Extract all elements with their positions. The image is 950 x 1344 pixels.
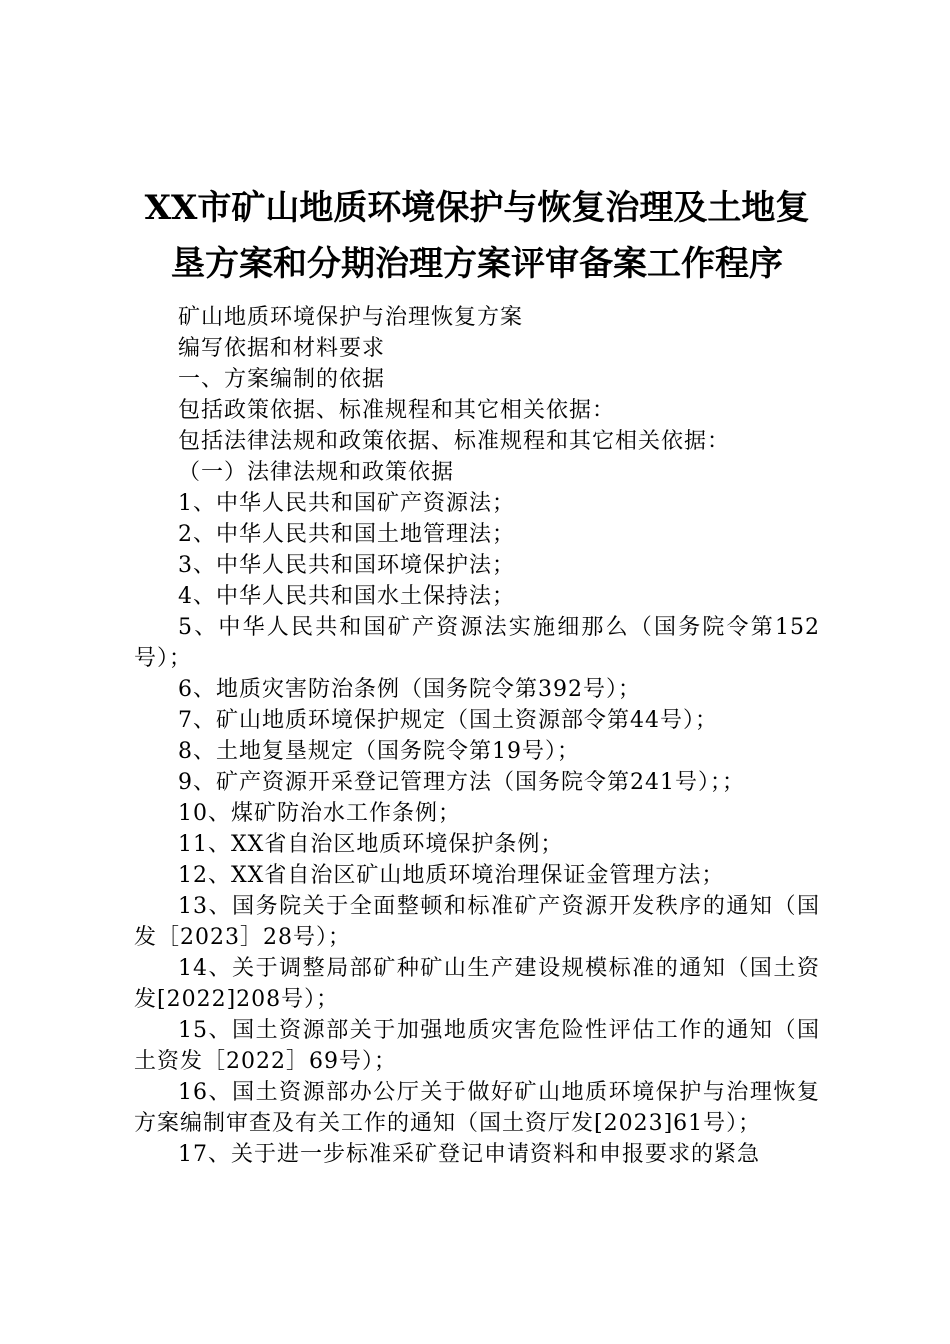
list-item: 13、国务院关于全面整顿和标准矿产资源开发秩序的通知（国发［2023］28号）； xyxy=(134,894,820,950)
list-item: 8、土地复垦规定（国务院令第19号）； xyxy=(178,739,580,764)
document-body xyxy=(134,302,820,1170)
list-item: 14、关于调整局部矿种矿山生产建设规模标准的通知（国土资发[2022]208号）； xyxy=(134,956,820,1012)
list-item: 16、国土资源部办公厅关于做好矿山地质环境保护与治理恢复方案编制审查及有关工作的通知（国土资厅发[2023]61号）； xyxy=(134,1080,820,1136)
list-item: 12、XX省自治区矿山地质环境治理保证金管理方法； xyxy=(178,863,725,888)
list-item: 2、中华人民共和国土地管理法； xyxy=(178,522,515,547)
list-item: 10、煤矿防治水工作条例； xyxy=(178,801,461,826)
list-item: 15、国土资源部关于加强地质灾害危险性评估工作的通知（国土资发［2022］69号）； xyxy=(134,1018,820,1074)
list-item: 17、关于进一步标准采矿登记申请资料和申报要求的紧急 xyxy=(178,1142,760,1167)
subsection-heading: （一）法律法规和政策依据 xyxy=(178,460,455,485)
paragraph-heading-2: 编写依据和材料要求 xyxy=(178,336,386,361)
title-line-1: XX市矿山地质环境保护与恢复治理及土地复 xyxy=(144,188,810,228)
title-line-2: 垦方案和分期治理方案评审备案工作程序 xyxy=(171,244,783,284)
list-item: 4、中华人民共和国水土保持法； xyxy=(178,584,515,609)
list-item: 5、中华人民共和国矿产资源法实施细那么（国务院令第152号）； xyxy=(134,615,820,671)
document-title xyxy=(134,180,820,292)
paragraph-heading-1: 矿山地质环境保护与治理恢复方案 xyxy=(178,305,524,330)
paragraph: 包括法律法规和政策依据、标准规程和其它相关依据： xyxy=(178,429,731,454)
list-item: 7、矿山地质环境保护规定（国土资源部令第44号）； xyxy=(178,708,718,733)
list-item: 9、矿产资源开采登记管理方法（国务院令第241号）；； xyxy=(178,770,745,795)
section-heading: 一、方案编制的依据 xyxy=(178,367,386,392)
list-item: 6、地质灾害防治条例（国务院令第392号）； xyxy=(178,677,641,702)
paragraph: 包括政策依据、标准规程和其它相关依据： xyxy=(178,398,616,423)
list-item: 3、中华人民共和国环境保护法； xyxy=(178,553,515,578)
list-item: 11、XX省自治区地质环境保护条例； xyxy=(178,832,564,857)
list-item: 1、中华人民共和国矿产资源法； xyxy=(178,491,515,516)
